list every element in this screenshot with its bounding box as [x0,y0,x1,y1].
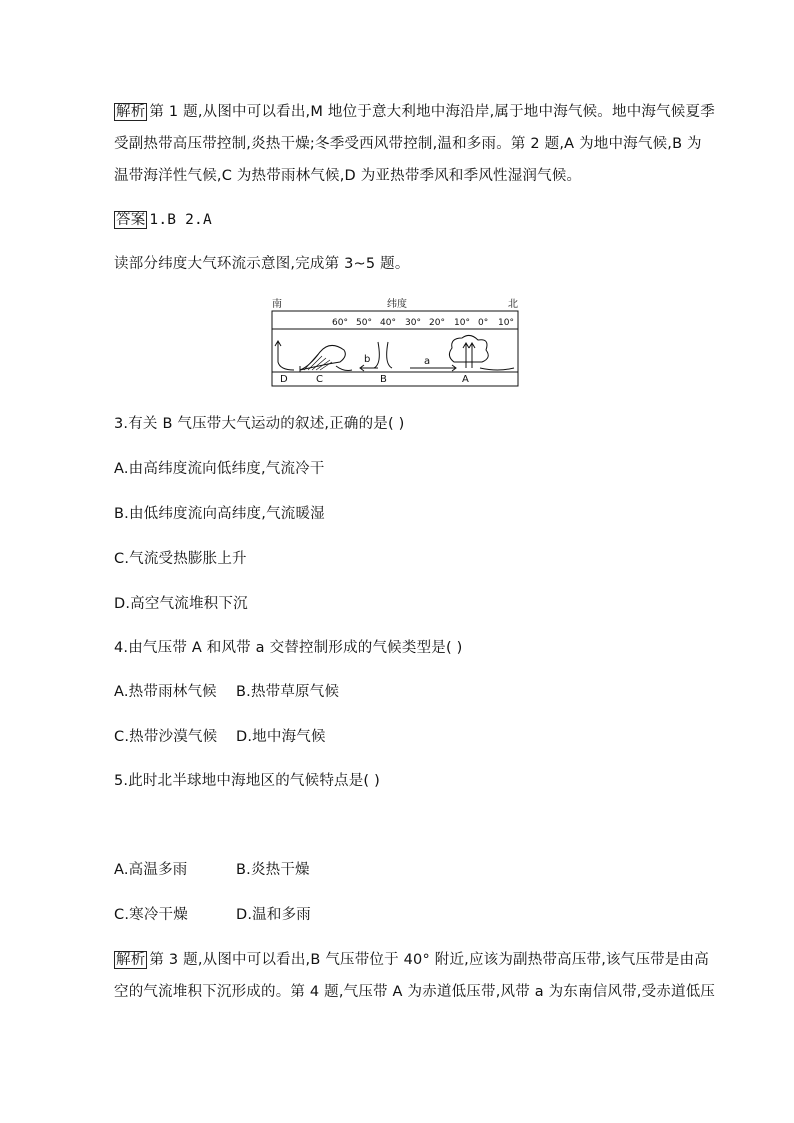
q5-stem: 5.此时北半球地中海地区的气候特点是( ) [114,773,380,789]
q4-option-d[interactable]: D.地中海气候 [236,729,326,745]
northern-flow [480,368,514,370]
tick-0: 0° [478,318,489,328]
tick-10: 10° [454,318,470,328]
rising-arrows [463,343,475,348]
analysis-1-line-3: 温带海洋性气候,C 为热带雨林气候,D 为亚热带季风和季风性湿润气候。 [114,168,582,184]
intro-text: 读部分纬度大气环流示意图,完成第 3~5 题。 [114,256,410,272]
q3-stem: 3.有关 B 气压带大气运动的叙述,正确的是( ) [114,416,405,432]
subtropical-high-descending [374,342,392,368]
analysis-tag-2: 解析 [116,952,146,968]
front-hatching [304,352,332,370]
label-latitude: 纬度 [387,299,407,310]
analysis-1-line-1: 解析 第 1 题,从图中可以看出,M 地位于意大利地中海沿岸,属于地中海气候。地中海气候夏季 [116,104,715,120]
q4-option-a[interactable]: A.热带雨林气候 [114,684,217,700]
q4-option-b[interactable]: B.热带草原气候 [236,684,340,700]
tick-50: 50° [356,318,372,328]
analysis-2-line-1: 解析 第 3 题,从图中可以看出,B 气压带位于 40° 附近,应该为副热带高压带,该气压带是由高 [116,952,709,968]
label-south: 南 [272,299,282,310]
q5-option-d[interactable]: D.温和多雨 [236,907,311,923]
belt-label-b: B [380,374,387,385]
analysis-2-line-2: 空的气流堆积下沉形成的。第 4 题,气压带 A 为赤道低压带,风带 a 为东南信风带,受赤道低压 [114,984,716,1000]
q4-stem: 4.由气压带 A 和风带 a 交替控制形成的气候类型是( ) [114,640,463,656]
label-north: 北 [508,299,518,310]
answer-text: 1.B 2.A [149,212,212,228]
atmospheric-circulation-diagram [270,296,522,388]
q5-option-a[interactable]: A.高温多雨 [114,862,188,878]
tick-60: 60° [332,318,348,328]
analysis-tag: 解析 [116,104,146,120]
q5-option-c[interactable]: C.寒冷干燥 [114,907,188,923]
wind-label-a: a [424,356,431,367]
q3-option-d[interactable]: D.高空气流堆积下沉 [114,596,248,612]
q3-option-c[interactable]: C.气流受热膨胀上升 [114,551,247,567]
convection-cloud [449,335,488,362]
polar-descending-flow [278,342,294,370]
q3-option-a[interactable]: A.由高纬度流向低纬度,气流冷干 [114,461,325,477]
tick-40: 40° [380,318,396,328]
q4-option-c[interactable]: C.热带沙漠气候 [114,729,218,745]
q3-option-b[interactable]: B.由低纬度流向高纬度,气流暖湿 [114,506,325,522]
belt-label-c: C [316,374,323,385]
tick-20: 20° [429,318,445,328]
analysis-1-line-2: 受副热带高压带控制,炎热干燥;冬季受西风带控制,温和多雨。第 2 题,A 为地中海气候,B 为 [114,136,702,152]
belt-label-d: D [280,374,288,385]
tick-10-north: 10° [498,318,514,328]
q5-option-b[interactable]: B.炎热干燥 [236,862,310,878]
belt-label-a: A [462,374,469,385]
wind-label-b: b [364,354,371,365]
answer-1 [114,210,212,230]
frontal-cloud [300,345,345,370]
tick-30: 30° [405,318,421,328]
answer-tag: 答案 [116,212,146,228]
westerly-flow [336,366,352,371]
